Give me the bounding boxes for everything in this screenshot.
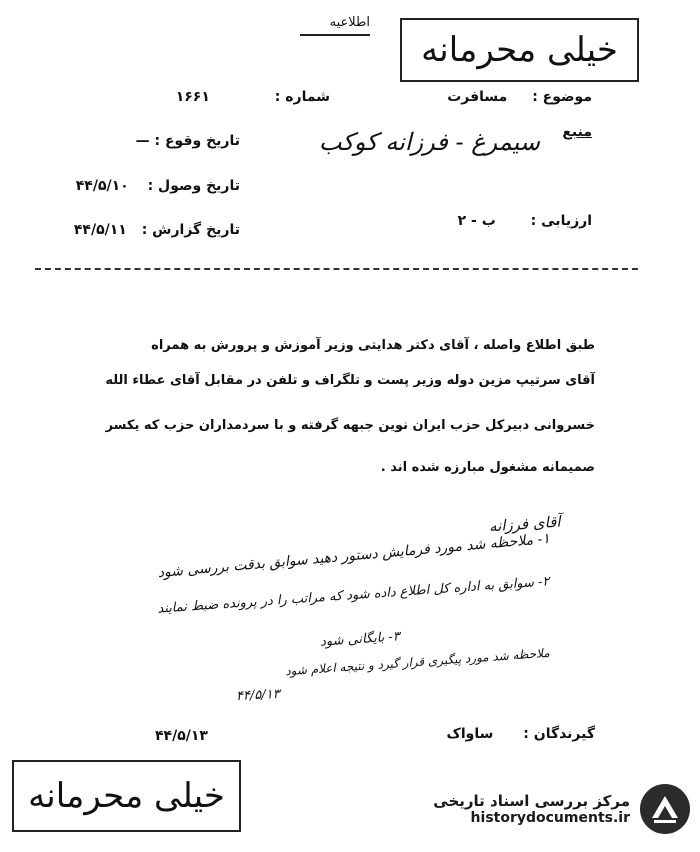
watermark-name: مرکز بررسی اسناد تاریخی — [433, 792, 630, 810]
date-bottom: ۴۴/۵/۱۳ — [155, 728, 208, 744]
handwritten-line-1: آقای فرزانه — [487, 512, 561, 536]
source-field: منبع — [562, 124, 592, 140]
handwritten-line-4: ۳- بایگانی شود — [319, 629, 401, 650]
subject-field: موضوع : مسافرت — [447, 89, 592, 105]
date-occurrence-field: تاریخ وقوع : — — [135, 133, 240, 149]
date-report-field: تاریخ گزارش : ۴۴/۵/۱۱ — [73, 222, 240, 238]
recipients-field: گیرندگان : ساواک — [446, 726, 595, 742]
body-line-3: خسروانی دبیرکل حزب ایران نوین جبهه گرفته و با سردمداران حزب که یکسر — [105, 418, 595, 433]
watermark-logo — [433, 782, 692, 836]
header-divider — [35, 268, 638, 270]
appendix-field: ارزیابی : ب - ۲ — [457, 213, 592, 229]
archive-seal-icon — [638, 782, 692, 836]
handwritten-line-6: ۴۴/۵/۱۳ — [235, 686, 281, 705]
body-line-1: طبق اطلاع واصله ، آقای دکتر هدایتی وزیر آموزش و پرورش به همراه — [151, 338, 595, 353]
handwritten-line-3: ۲- سوابق به اداره کل اطلاع داده شود که مراتب را در پرونده ضبط نمایند — [157, 574, 551, 617]
body-line-4: صمیمانه مشغول مبارزه شده اند . — [380, 460, 595, 475]
number-field: شماره : ۱۶۶۱ — [175, 89, 330, 105]
date-received-field: تاریخ وصول : ۴۴/۵/۱۰ — [75, 178, 240, 194]
notice-label: اطلاعیه — [300, 15, 370, 36]
handwritten-line-2: ۱- ملاحظه شد مورد فرمایش دستور دهید سوابق بدقت بررسی شود — [156, 530, 550, 582]
watermark-url: historydocuments.ir — [470, 810, 630, 826]
source-value: سیمرغ - فرزانه کوکب — [318, 128, 540, 156]
classification-stamp-top: خیلی محرمانه — [400, 18, 639, 82]
body-line-2: آقای سرتیپ مزین دوله وزیر پست و تلگراف و تلفن در مقابل آقای عطاء الله — [105, 373, 595, 388]
handwritten-line-5: ملاحظه شد مورد پیگیری قرار گیرد و نتیجه اعلام شود — [284, 645, 551, 679]
classification-stamp-bottom: خیلی محرمانه — [12, 760, 241, 832]
